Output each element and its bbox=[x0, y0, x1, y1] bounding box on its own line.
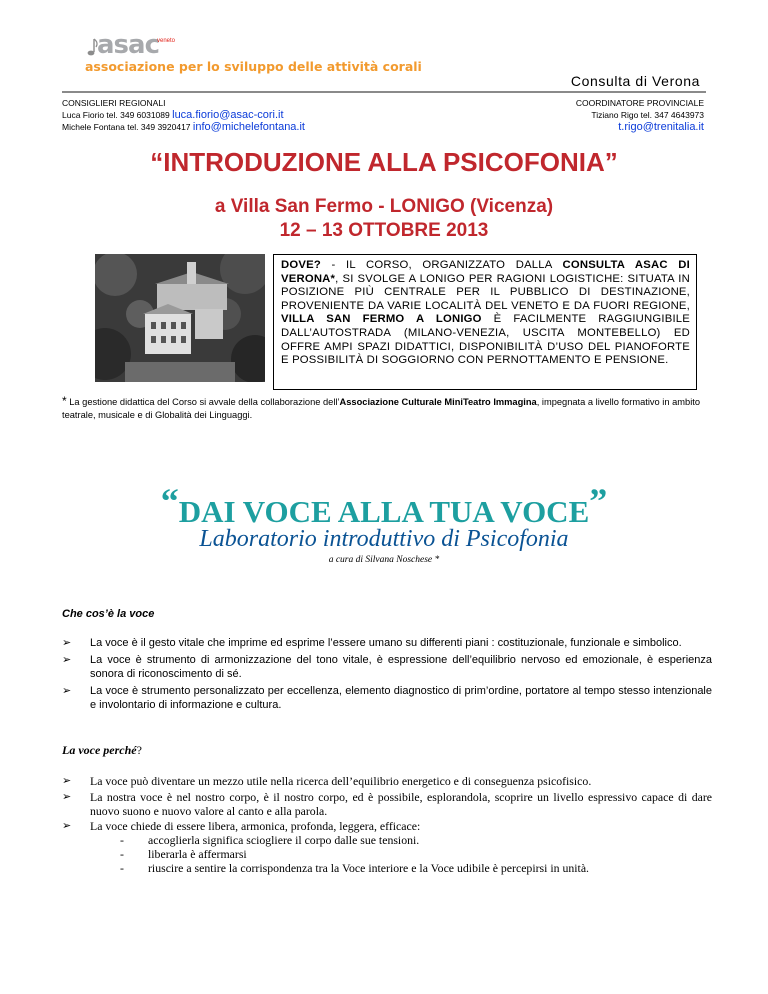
list-item bbox=[62, 820, 712, 875]
list-item-text: La nostra voce è nel nostro corpo, è il nostro corpo, ed è possibile, esplorandola, scoprire un livello espressivo capace di dare nuovo suono e nuovo valore al canto e alla parola. bbox=[90, 789, 712, 818]
arrow-bullet-icon: ➢ bbox=[62, 790, 72, 803]
sub-list bbox=[120, 834, 712, 875]
email-link[interactable]: luca.fiorio@asac-cori.it bbox=[172, 109, 284, 121]
villa-illustration bbox=[95, 254, 265, 382]
logo-region: veneto bbox=[157, 38, 176, 44]
list-item-text: La voce chiede di essere libera, armonica, profonda, leggera, efficace: bbox=[90, 819, 421, 834]
email-link[interactable]: t.rigo@trenitalia.it bbox=[618, 121, 704, 133]
contacts-right-title: COORDINATORE PROVINCIALE bbox=[575, 98, 704, 108]
workshop-curator: a cura di Silvana Noschese * bbox=[328, 555, 440, 565]
workshop-subtitle: Laboratorio introduttivo di Psicofonia bbox=[199, 526, 569, 552]
section1-heading: Che cos’è la voce bbox=[62, 608, 155, 620]
where-label: DOVE? bbox=[281, 259, 321, 271]
header-divider bbox=[62, 91, 706, 93]
list-item bbox=[62, 653, 712, 682]
list-item bbox=[62, 775, 712, 789]
workshop-title-text: DAI VOCE ALLA TUA VOCE bbox=[178, 494, 590, 529]
list-item-text: La voce è il gesto vitale che imprime ed esprime l’essere umano su differenti piani : costituzionale, funzionale e simbolico. bbox=[90, 637, 682, 649]
list-item-text: La voce è strumento personalizzato per eccellenza, elemento diagnostico di prim’ordine, portatore al tempo stesso intenzionale e involontario di informazione e cultura. bbox=[90, 684, 712, 711]
arrow-bullet-icon: ➢ bbox=[62, 653, 72, 666]
list-item bbox=[62, 636, 712, 651]
section2-list bbox=[62, 775, 712, 878]
list-item bbox=[62, 791, 712, 819]
contacts-right bbox=[576, 97, 704, 133]
list-item-text: La voce può diventare un mezzo utile nella ricerca dell’equilibrio energetico e di conseguenza psicofisico. bbox=[90, 774, 592, 788]
close-quote: ” bbox=[589, 481, 608, 521]
dash-bullet: - bbox=[120, 860, 124, 875]
location-description-box bbox=[273, 254, 697, 390]
sub-list-item-text: accoglierla significa sciogliere il corpo dalle sue tensioni. bbox=[148, 833, 420, 848]
where-text: - IL CORSO, ORGANIZZATO DALLA bbox=[320, 259, 563, 271]
footnote-text: , impegnata a livello formativo in ambito teatrale, musicale e di Globalità dei Linguaggi. bbox=[62, 397, 701, 420]
list-item-text: La voce è strumento di armonizzazione del tono vitale, è espressione dell’equilibrio nervoso ed emozionale, è esperienza sonora di riconoscimento di sé. bbox=[90, 653, 712, 680]
footnote bbox=[62, 395, 712, 421]
footnote-marker: * bbox=[62, 394, 67, 408]
section2-heading bbox=[62, 743, 142, 758]
contact-line: Tiziano Rigo tel. 347 4643973 bbox=[591, 110, 704, 120]
event-dates: 12 – 13 OTTOBRE 2013 bbox=[279, 220, 489, 241]
arrow-bullet-icon: ➢ bbox=[62, 775, 72, 787]
contact-line: Luca Fiorio tel. 349 6031089 bbox=[62, 110, 170, 120]
list-item bbox=[62, 684, 712, 713]
sub-list-item bbox=[120, 862, 712, 876]
where-text: È FACILMENTE RAGGIUNGIBILE DALL’AUTOSTRADA (MILANO-VENEZIA, USCITA MONTEBELLO) ED OFFRE AMPI SPAZI DIDATTICI, DISPONIBILITÀ D’USO DEL PIANOFORTE E POSSIBILITÀ DI SOGGIORNO CON PERNOTTAMENTO E PENSIONE. bbox=[281, 313, 690, 367]
workshop-title bbox=[0, 480, 768, 530]
contact-line: Michele Fontana tel. 349 3920417 bbox=[62, 122, 191, 132]
footnote-association: Associazione Culturale MiniTeatro Immagina bbox=[339, 397, 537, 407]
sub-list-item-text: riuscire a sentire la corrispondenza tra la Voce interiore e la Voce udibile è percepirsi in unità. bbox=[148, 860, 590, 875]
contacts-left bbox=[62, 97, 305, 133]
email-link[interactable]: info@michelefontana.it bbox=[192, 121, 305, 133]
section1-list bbox=[62, 636, 712, 715]
where-text: , SI SVOLGE A LONIGO PER RAGIONI LOGISTICHE: SITUATA IN POSIZIONE PIÙ CENTRALE PER IL PUBBLICO DI DESTINAZIONE, PROVENIENTE DA VARIE LOCALITÀ DEL VENETO E DA FUORI REGIONE, bbox=[281, 272, 690, 312]
section2-heading-text: La voce perché bbox=[62, 743, 137, 757]
arrow-bullet-icon: ➢ bbox=[62, 637, 72, 649]
event-location: a Villa San Fermo - LONIGO (Vicenza) bbox=[214, 196, 554, 217]
sub-list-item bbox=[120, 834, 712, 848]
where-venue: VILLA SAN FERMO A LONIGO bbox=[281, 313, 482, 326]
section2-heading-mark: ? bbox=[136, 743, 142, 757]
contacts-left-title: CONSIGLIERI REGIONALI bbox=[62, 98, 166, 108]
dash-bullet: - bbox=[120, 846, 124, 861]
event-title: “INTRODUZIONE ALLA PSICOFONIA” bbox=[150, 147, 618, 177]
open-quote: “ bbox=[160, 481, 179, 521]
logo-tagline: associazione per lo sviluppo delle attività corali bbox=[85, 59, 422, 74]
arrow-bullet-icon: ➢ bbox=[62, 684, 72, 697]
sub-list-item-text: liberarla è affermarsi bbox=[148, 846, 247, 861]
villa-photo bbox=[95, 254, 265, 382]
dash-bullet: - bbox=[120, 833, 124, 848]
footnote-text: La gestione didattica del Corso si avvale della collaborazione dell’ bbox=[66, 397, 340, 407]
consulta-label: Consulta di Verona bbox=[570, 73, 700, 89]
logo-wordmark: asac bbox=[97, 30, 159, 60]
where-organizer: CONSULTA ASAC DI VERONA* bbox=[281, 259, 691, 285]
asac-logo bbox=[85, 30, 505, 76]
sub-list-item bbox=[120, 848, 712, 862]
arrow-bullet-icon: ➢ bbox=[62, 820, 72, 833]
